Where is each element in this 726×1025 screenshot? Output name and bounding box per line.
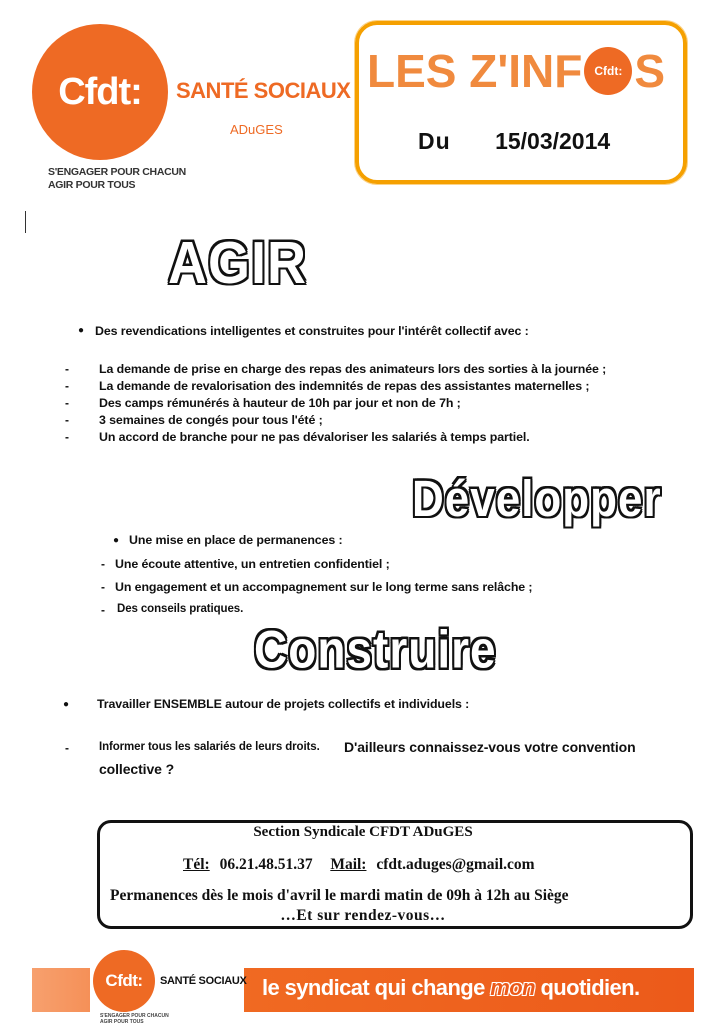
footer-slogan [100,1013,169,1025]
construire-item-part-1: Informer tous les salariés de leurs droits. [99,741,320,753]
info-title-left: LES Z'INF [367,45,583,97]
agir-item-2: La demande de revalorisation des indemnités de repas des assistantes maternelles ; [99,379,590,393]
cfdt-logo [32,24,168,160]
info-title-logo-text: Cfdt: [594,64,623,78]
dash-icon: - [101,603,105,617]
info-title-logo [584,47,632,95]
developper-item-1: Une écoute attentive, un entretien confidentiel ; [115,557,390,571]
dash-icon: - [101,580,105,594]
org-sub: ADuGES [230,122,283,137]
footer-tagline-mon: mon [490,975,535,1000]
footer-org-name: SANTÉ SOCIAUX [160,975,247,987]
heading-agir: AGIR [168,230,307,297]
agir-intro: Des revendications intelligentes et construites pour l'intérêt collectif avec : [95,324,529,338]
footer-slogan-line-1: S'ENGAGER POUR CHACUN [100,1013,169,1019]
developper-intro: Une mise en place de permanences : [129,533,343,547]
date-value: 15/03/2014 [495,128,611,154]
info-title-right: S [634,45,666,97]
bullet-icon: ● [113,535,120,546]
bullet-icon: ● [78,325,85,336]
heading-developper: Développer [412,471,662,528]
footer-tagline [262,975,640,1001]
dash-icon: - [65,362,69,376]
rdv-text: …Et sur rendez-vous… [280,907,446,924]
footer-logo-text: Cfdt: [105,971,143,990]
contact-line [183,856,535,874]
dash-icon: - [65,430,69,444]
slogan-line-1: S'ENGAGER POUR CHACUN [48,166,186,178]
agir-item-5: Un accord de branche pour ne pas dévaloriser les salariés à temps partiel. [99,430,530,444]
dash-icon: - [65,396,69,410]
slogan-line-2: AGIR POUR TOUS [48,179,136,191]
agir-item-4: 3 semaines de congés pour tous l'été ; [99,413,323,427]
construire-item-part-3: collective ? [99,761,175,777]
developper-item-2: Un engagement et un accompagnement sur le long terme sans relâche ; [115,580,533,594]
dash-icon: - [65,741,69,755]
dash-icon: - [65,379,69,393]
contact-title: Section Syndicale CFDT ADuGES [253,824,473,840]
agir-item-1: La demande de prise en charge des repas des animateurs lors des sorties à la journée ; [99,362,607,376]
heading-construire: Construire [254,619,497,679]
construire-intro: Travailler ENSEMBLE autour de projets collectifs et individuels : [97,697,470,711]
mail-label: Mail: [330,856,367,873]
org-name: SANTÉ SOCIAUX [176,78,351,103]
tel-value[interactable]: 06.21.48.51.37 [219,856,313,873]
text-cursor-mark [25,211,26,233]
permanence-text: Permanences dès le mois d'avril le mardi matin de 09h à 12h au Siège [110,887,569,904]
slogan [48,166,186,192]
developper-item-3: Des conseils pratiques. [117,603,244,615]
date-prefix: Du [418,128,451,154]
agir-item-3: Des camps rémunérés à hauteur de 10h par jour et non de 7h ; [99,396,461,410]
cfdt-logo-text: Cfdt: [58,70,142,113]
footer-tagline-before: le syndicat qui change [262,975,485,1000]
date-line [418,128,610,155]
dash-icon: - [65,413,69,427]
footer-slogan-line-2: AGIR POUR TOUS [100,1019,144,1025]
info-title [367,44,665,98]
footer-tagline-after: quotidien. [540,975,640,1000]
footer-cfdt-logo [93,950,155,1012]
bullet-icon: ● [63,699,70,710]
construire-item-part-2: D'ailleurs connaissez-vous votre convention [344,739,636,755]
dash-icon: - [101,557,105,571]
tel-label: Tél: [183,856,210,873]
mail-value[interactable]: cfdt.aduges@gmail.com [376,856,535,873]
